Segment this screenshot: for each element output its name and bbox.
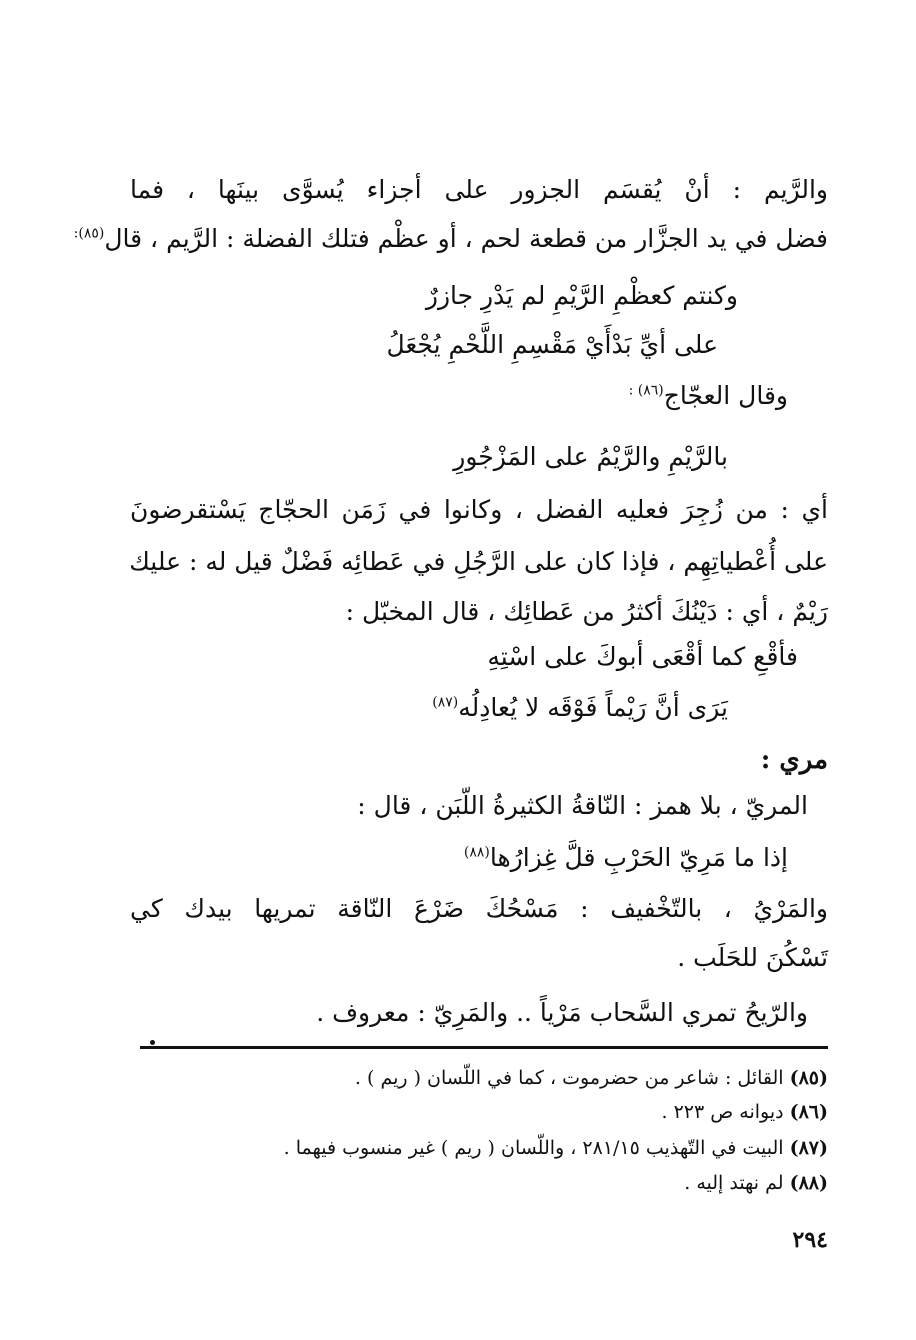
verse-1-second-hemistich: على أيِّ بَدْأَيْ مَقْسِمِ اللَّحْمِ يُجْعَلُ	[386, 330, 718, 359]
footnote-number: (٨٦)	[789, 1101, 828, 1123]
text-line-4: أي : من زُجِرَ فعليه الفضل ، وكانوا في زَمَن الحجّاج يَسْتقرضونَ	[130, 495, 828, 524]
footnote-ref-88: (٨٨)	[463, 844, 490, 861]
divider-dot	[150, 1040, 155, 1045]
page-number: ٢٩٤	[792, 1227, 828, 1253]
footnote-88	[684, 1168, 828, 1198]
footnote-number: (٨٧)	[789, 1137, 828, 1159]
text-line-6: رَيْمٌ ، أي : دَيْنُكَ أكثرُ من عَطائِك ، قال المخبّل :	[345, 597, 828, 626]
footnote-text: القائل : شاعر من حضرموت ، كما في اللّسان ( ريم ) .	[354, 1067, 784, 1089]
entry-heading: مري :	[760, 745, 828, 775]
verse-3-first-hemistich: فأقْعِ كما أقْعَى أبوكَ على اسْتِهِ	[487, 642, 798, 671]
text-line-3	[629, 376, 788, 416]
text-line-9: تَسْكُنَ للحَلَب .	[677, 943, 828, 972]
text-line-7: المريّ ، بلا همز : النّاقةُ الكثيرةُ اللّبَن ، قال :	[357, 791, 808, 820]
footnote-85	[355, 1063, 828, 1093]
verse-2: بالرَّيْمِ والرَّيْمُ على المَزْجُورِ	[453, 442, 728, 471]
verse-3-second-body: يَرَى أنَّ رَيْماً فَوْقَه لا يُعادِلُه	[458, 693, 728, 722]
text-line-3-body: وقال العجّاج	[663, 381, 788, 410]
text-line-1: والرَّيم : أنْ يُقسَم الجزور على أجزاء يُسوَّى بينَها ، فما	[130, 175, 828, 204]
footnote-number: (٨٨)	[789, 1172, 828, 1194]
text-line-5: على أُعْطياتِهِم ، فإذا كان على الرَّجُلِ في عَطائِه فَضْلٌ قيل له : عليك	[129, 547, 828, 576]
footnote-text: ديوانه ص ٢٢٣ .	[661, 1101, 784, 1123]
text-line-2	[74, 219, 828, 259]
footnote-87	[284, 1133, 828, 1163]
footnote-ref-87: (٨٧)	[432, 694, 459, 711]
footnote-text: لم نهتد إليه .	[684, 1172, 784, 1194]
text-line-8: والمَرْيُ ، بالتّخْفيف : مَسْحُكَ ضَرْعَ النّاقة تمريها بيدك كي	[130, 894, 828, 923]
footnote-ref-86: (٨٦) :	[628, 382, 664, 399]
footnote-divider	[140, 1046, 828, 1049]
footnote-text: البيت في التّهذيب ٢٨١/١٥ ، واللّسان ( ريم ) غير منسوب فيهما .	[283, 1137, 784, 1159]
verse-1-first-hemistich: وكنتم كعظْمِ الرَّيْمِ لم يَدْرِ جازرٌ	[425, 281, 738, 310]
footnote-number: (٨٥)	[789, 1067, 828, 1089]
verse-3-second-hemistich	[432, 688, 728, 728]
verse-4	[464, 838, 788, 878]
footnote-ref-85: (٨٥):	[73, 225, 105, 242]
text-line-2-body: فضل في يد الجزَّار من قطعة لحم ، أو عظْم فتلك الفضلة : الرَّيم ، قال	[104, 224, 828, 253]
footnote-86	[661, 1097, 828, 1127]
verse-4-body: إذا ما مَرِيّ الحَرْبِ قلَّ غِزارُها	[489, 843, 788, 872]
text-line-10: والرّيحُ تمري السَّحاب مَرْياً .. والمَرِيّ : معروف .	[316, 998, 808, 1027]
